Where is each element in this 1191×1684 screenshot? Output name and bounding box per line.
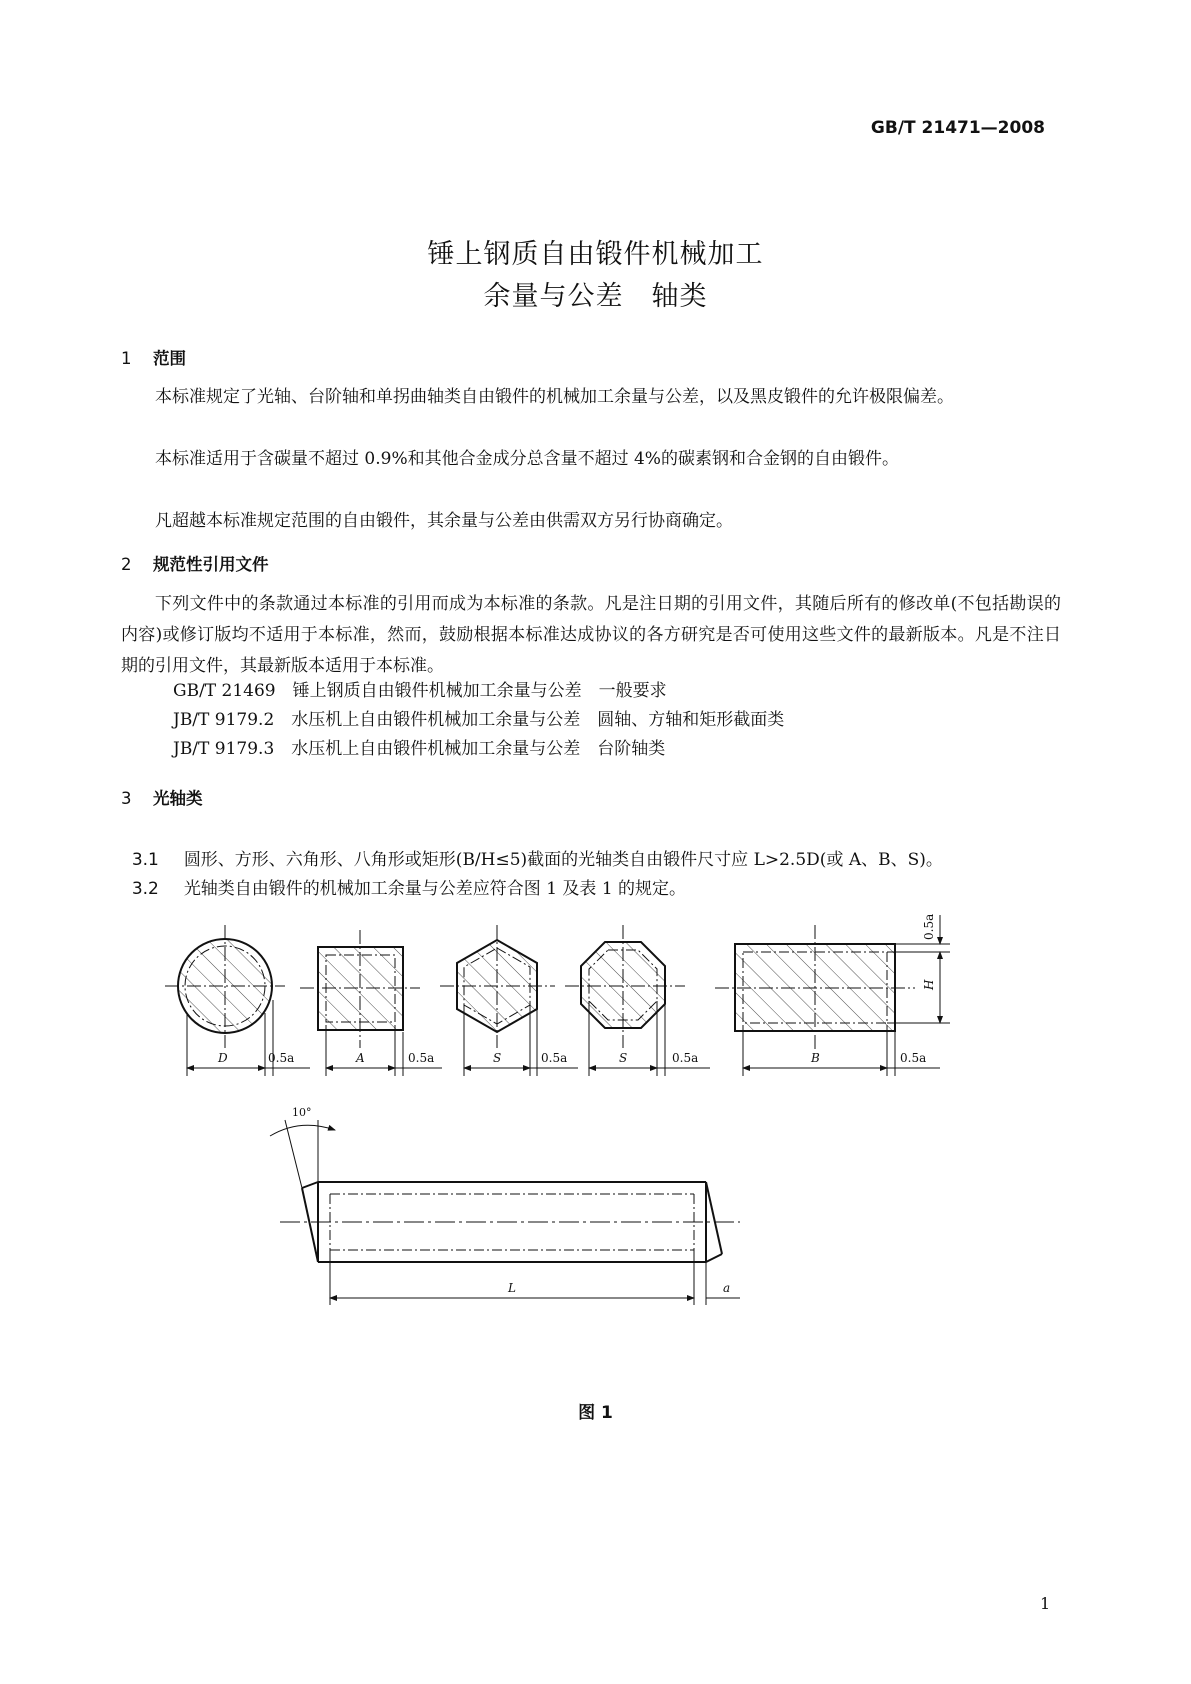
dim-label-allowance: 0.5a bbox=[268, 1051, 295, 1065]
dim-label-allowance: 0.5a bbox=[900, 1051, 927, 1065]
shaft-side-view bbox=[270, 1120, 740, 1305]
section-1-paragraph-1: 本标准规定了光轴、台阶轴和单拐曲轴类自由锻件的机械加工余量与公差，以及黑皮锻件的允许极限偏差。 bbox=[155, 387, 954, 407]
reference-item: GB/T 21469 锤上钢质自由锻件机械加工余量与公差 一般要求 bbox=[173, 681, 667, 701]
dim-label-b: B bbox=[811, 1051, 820, 1065]
dim-label-s-oct: S bbox=[619, 1051, 628, 1065]
title-line-1: 锤上钢质自由锻件机械加工 bbox=[427, 239, 764, 270]
dim-label-angle: 10° bbox=[292, 1106, 312, 1119]
reference-item: JB/T 9179.2 水压机上自由锻件机械加工余量与公差 圆轴、方轴和矩形截面类 bbox=[173, 710, 785, 730]
section-2-title: 规范性引用文件 bbox=[153, 555, 269, 574]
dim-label-d: D bbox=[218, 1051, 228, 1065]
dim-label-a: a bbox=[723, 1281, 731, 1295]
section-1-number: 1 bbox=[121, 349, 132, 368]
clause-number: 3.1 bbox=[131, 850, 159, 870]
section-1-paragraph-3: 凡超越本标准规定范围的自由锻件，其余量与公差由供需双方另行协商确定。 bbox=[155, 511, 733, 531]
reference-item: JB/T 9179.3 水压机上自由锻件机械加工余量与公差 台阶轴类 bbox=[173, 739, 666, 759]
standard-id: GB/T 21471—2008 bbox=[870, 118, 1045, 138]
clause-text: 光轴类自由锻件的机械加工余量与公差应符合图 1 及表 1 的规定。 bbox=[183, 879, 687, 899]
dim-label-allowance: 0.5a bbox=[541, 1051, 568, 1065]
title-line-2: 余量与公差 轴类 bbox=[483, 281, 708, 312]
section-1-title: 范围 bbox=[153, 349, 186, 368]
section-1-paragraph-2: 本标准适用于含碳量不超过 0.9%和其他合金成分总含量不超过 4%的碳素钢和合金钢的自由锻件。 bbox=[155, 449, 899, 469]
dim-label-allowance-vertical: 0.5a bbox=[922, 913, 936, 940]
section-3-number: 3 bbox=[121, 789, 132, 808]
page-number: 1 bbox=[1040, 1594, 1051, 1613]
dim-label-l: L bbox=[508, 1281, 516, 1295]
dim-label-h: H bbox=[922, 979, 936, 990]
dim-label-s-hex: S bbox=[493, 1051, 502, 1065]
figure-caption: 图 1 bbox=[578, 1403, 613, 1423]
clause-number: 3.2 bbox=[131, 879, 159, 899]
dim-label-a-side: A bbox=[356, 1051, 365, 1065]
section-3-title: 光轴类 bbox=[153, 789, 203, 808]
clause-text: 圆形、方形、六角形、八角形或矩形(B/H≤5)截面的光轴类自由锻件尺寸应 L>2.5D(或 A、B、S)。 bbox=[183, 850, 943, 870]
section-2-paragraph: 下列文件中的条款通过本标准的引用而成为本标准的条款。凡是注日期的引用文件，其随后所有的修改单(不包括勘误的内容)或修订版均不适用于本标准，然而，鼓励根据本标准达成协议的各方研究是否可使用这些文件的最新版本。凡是不注日期的引用文件，其最新版本适用于本标准。 bbox=[121, 594, 1061, 676]
dim-label-allowance: 0.5a bbox=[672, 1051, 699, 1065]
section-2-number: 2 bbox=[121, 555, 132, 574]
dim-label-allowance: 0.5a bbox=[408, 1051, 435, 1065]
